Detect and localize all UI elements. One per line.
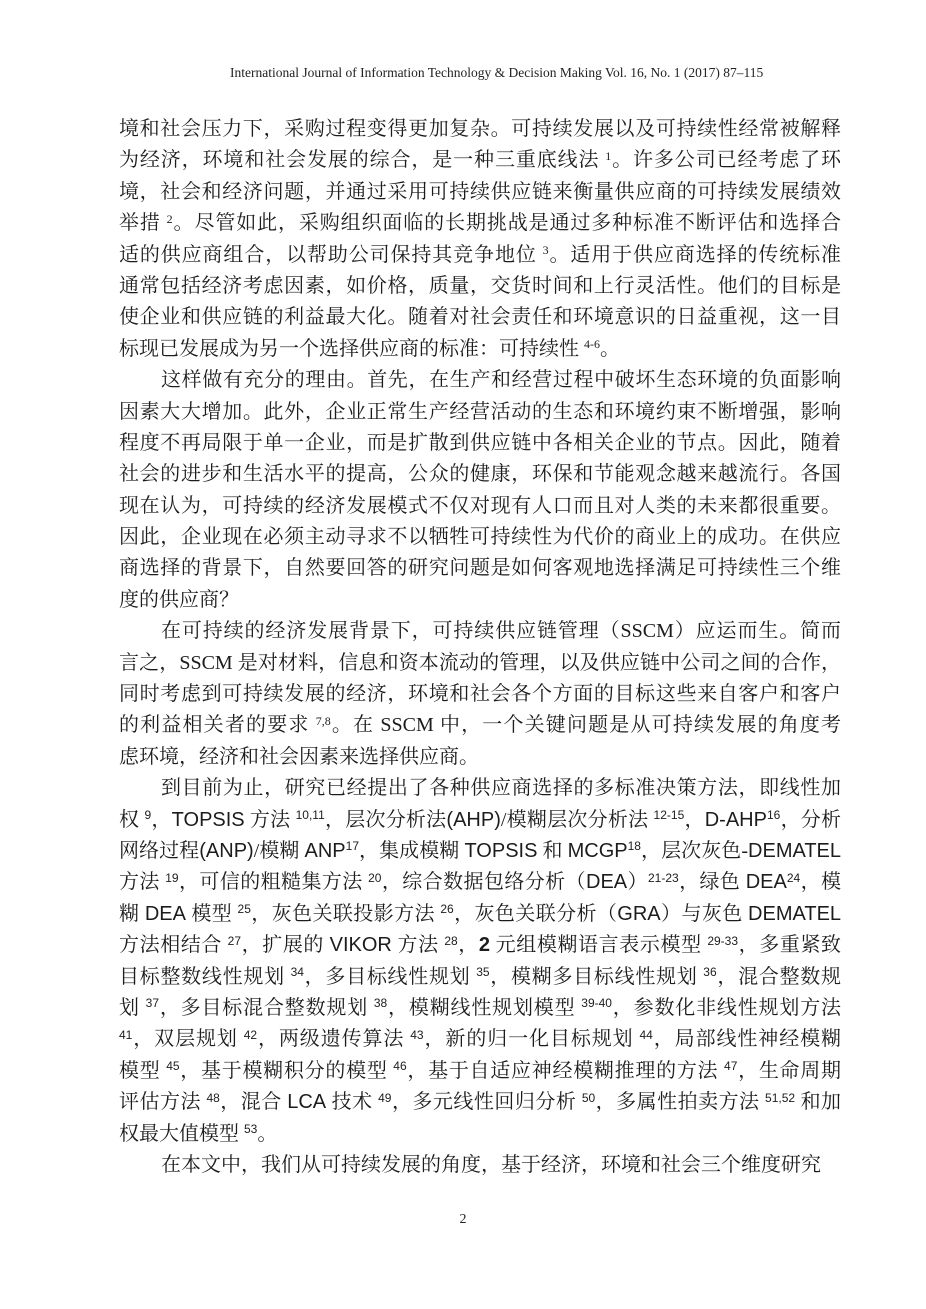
- citation-reference: 45: [166, 1059, 180, 1074]
- text-segment: 言之，SSCM 是对材料，信息和资本流动的管理，以及供应链中公司之间的合作，: [119, 651, 841, 674]
- text-line: [119, 365, 841, 396]
- citation-reference: 26: [440, 902, 454, 917]
- text-segment: ，混合整数规: [716, 965, 841, 988]
- text-segment: 使企业和供应链的利益最大化。随着对社会责任和环境意识的日益重视，这一目: [119, 306, 841, 329]
- text-segment: ，生命周期: [737, 1059, 841, 1082]
- text-segment: 在可持续的经济发展背景下，可持续供应链管理（SSCM）应运而生。简而: [161, 620, 841, 643]
- text-segment: ，灰色关联投影方法: [250, 902, 441, 925]
- text-segment: 适的供应商组合，以帮助公司保持其竞争地位: [119, 243, 543, 266]
- text-segment: ，模糊线性规划模型: [387, 996, 582, 1019]
- citation-reference: 50: [581, 1090, 596, 1105]
- text-segment: 方法: [391, 934, 445, 957]
- text-segment: 商选择的背景下，自然要回答的研究问题是如何客观地选择满足可持续性三个维: [119, 557, 841, 580]
- citation-reference: 17: [345, 839, 359, 854]
- text-segment: /模糊: [253, 839, 305, 862]
- text-line: [119, 585, 841, 616]
- text-segment: ，多目标线性规划: [303, 965, 477, 988]
- text-segment: ）: [627, 871, 648, 894]
- paragraph: [119, 365, 841, 616]
- citation-reference: 21-23: [647, 870, 679, 885]
- text-segment: 虑环境，经济和社会因素来选择供应商。: [119, 745, 479, 768]
- text-segment: 技术: [326, 1091, 379, 1114]
- text-segment: ，扩展的: [241, 934, 330, 957]
- text-segment: (AHP): [446, 808, 501, 831]
- text-segment: MCGP: [567, 839, 628, 862]
- text-line: [119, 899, 841, 930]
- text-segment: 权: [119, 808, 145, 831]
- text-segment: 这样做有充分的理由。首先，在生产和经营过程中破坏生态环境的负面影响: [161, 369, 841, 392]
- text-segment: ，混合: [219, 1091, 288, 1114]
- citation-reference: 19: [165, 870, 179, 885]
- text-line: [119, 867, 841, 898]
- text-segment: DEA: [144, 902, 186, 925]
- text-segment: ，层次灰色-: [640, 839, 749, 862]
- text-line: [119, 1087, 841, 1118]
- citation-reference: 48: [206, 1090, 220, 1105]
- citation-reference: 44: [639, 1027, 653, 1042]
- text-segment: 境和社会压力下，采购过程变得更加复杂。可持续发展以及可持续性经常被解释: [119, 118, 841, 140]
- text-segment: ANP: [304, 839, 346, 862]
- text-segment: 评估方法: [119, 1091, 207, 1114]
- text-segment: LCA: [287, 1091, 327, 1114]
- citation-reference: 24: [786, 870, 801, 885]
- citation-reference: 28: [444, 933, 458, 948]
- citation-reference: 38: [373, 996, 388, 1011]
- text-segment: 通常包括经济考虑因素，如价格，质量，交货时间和上行灵活性。他们的目标是: [119, 274, 841, 297]
- text-segment: ，多元线性回归分析: [391, 1091, 582, 1114]
- page-number: 2: [459, 1212, 467, 1227]
- text-line: [119, 1150, 841, 1181]
- text-segment: ，: [457, 934, 479, 957]
- article-body: [119, 114, 841, 1181]
- text-segment: ，多目标混合整数规划: [159, 996, 374, 1019]
- text-segment: 和: [537, 839, 568, 862]
- text-segment: 权最大值模型: [119, 1122, 244, 1145]
- text-segment: DEA: [745, 871, 787, 894]
- text-segment: ，集成模糊: [359, 839, 465, 862]
- text-segment: ，灰色关联分析（: [453, 902, 618, 925]
- text-segment: 。尽管如此，采购组织面临的长期挑战是通过多种标准不断评估和选择合: [172, 212, 841, 235]
- text-segment: 程度不再局限于单一企业，而是扩散到供应链中各相关企业的节点。因此，随着: [119, 431, 841, 454]
- text-segment: TOPSIS: [171, 808, 245, 831]
- text-segment: 到目前为止，研究已经提出了各种供应商选择的多标准决策方法，即线性加: [161, 777, 841, 800]
- text-line: [119, 491, 841, 522]
- citation-reference: 7,8: [315, 713, 331, 728]
- text-segment: 糊: [119, 902, 145, 925]
- citation-reference: 3: [542, 243, 549, 258]
- text-segment: 2: [478, 934, 491, 957]
- text-segment: 元组模糊语言表示模型: [490, 934, 708, 957]
- text-segment: 在本文中，我们从可持续发展的角度，基于经济，环境和社会三个维度研究: [161, 1153, 821, 1176]
- text-segment: 和加: [795, 1091, 841, 1114]
- text-line: [119, 1024, 841, 1055]
- text-line: [119, 962, 841, 993]
- text-segment: ，综合数据包络分析（: [381, 871, 587, 894]
- citation-reference: 20: [368, 870, 382, 885]
- text-segment: /模糊层次分析法: [500, 808, 654, 831]
- text-segment: 方法: [244, 808, 296, 831]
- text-segment: ，基于自适应神经模糊推理的方法: [406, 1059, 725, 1082]
- citation-reference: 51,52: [765, 1090, 796, 1105]
- text-segment: ，模: [800, 871, 841, 894]
- text-segment: ，基于模糊积分的模型: [179, 1059, 394, 1082]
- text-segment: 。: [600, 337, 620, 360]
- text-line: [119, 397, 841, 428]
- text-segment: 度的供应商？: [119, 588, 239, 611]
- text-segment: 模型: [119, 1059, 167, 1082]
- text-segment: ，多重紧致: [738, 934, 841, 957]
- citation-reference: 16: [766, 808, 781, 823]
- text-line: [119, 145, 841, 176]
- text-line: [119, 930, 841, 961]
- text-segment: 现在认为，可持续的经济发展模式不仅对现有人口而且对人类的未来都很重要。: [119, 494, 841, 517]
- citation-reference: 12-15: [653, 808, 685, 823]
- text-line: [119, 710, 841, 741]
- text-segment: DEMATEL: [748, 839, 841, 862]
- text-segment: 因素大大增加。此外，企业正常生产经营活动的生态和环境约束不断增强，影响: [119, 400, 841, 423]
- text-line: [119, 302, 841, 333]
- citation-reference: 2: [166, 211, 173, 226]
- text-segment: ，多属性拍卖方法: [595, 1091, 766, 1114]
- text-segment: ，新的归一化目标规划: [423, 1028, 640, 1051]
- citation-reference: 41: [119, 1027, 133, 1042]
- citation-reference: 49: [378, 1090, 392, 1105]
- citation-reference: 10,11: [295, 808, 325, 823]
- journal-header: International Journal of Information Technology & Decision Making Vol. 16, No. 1 (2017) 87–115: [230, 65, 764, 80]
- citation-reference: 18: [627, 839, 641, 854]
- text-line: [119, 1056, 841, 1087]
- text-segment: (ANP): [199, 839, 254, 862]
- text-line: [119, 616, 841, 647]
- text-segment: 方法相结合: [119, 934, 228, 957]
- text-line: [119, 240, 841, 271]
- citation-reference: 1: [605, 148, 612, 163]
- text-segment: ，绿色: [678, 871, 746, 894]
- text-line: [119, 271, 841, 302]
- text-segment: ，: [151, 808, 172, 831]
- text-segment: 方法: [119, 871, 166, 894]
- text-segment: 社会的进步和生活水平的提高，公众的健康，环保和节能观念越来越流行。各国: [119, 463, 841, 486]
- text-segment: VIKOR: [329, 934, 392, 957]
- text-segment: 同时考虑到可持续发展的经济，环境和社会各个方面的目标这些来自客户和客户: [119, 683, 841, 706]
- text-line: [119, 742, 841, 773]
- text-segment: D-AHP: [704, 808, 767, 831]
- text-segment: 举措: [119, 212, 167, 235]
- citation-reference: 37: [145, 996, 160, 1011]
- text-segment: 因此，企业现在必须主动寻求不以牺牲可持续性为代价的商业上的成功。在供应: [119, 526, 841, 549]
- citation-reference: 4-6: [584, 337, 600, 352]
- text-segment: 的利益相关者的要求: [119, 714, 316, 737]
- text-line: [119, 428, 841, 459]
- citation-reference: 46: [393, 1059, 407, 1074]
- citation-reference: 47: [724, 1059, 738, 1074]
- text-segment: ，模糊多目标线性规划: [489, 965, 704, 988]
- text-line: [119, 993, 841, 1024]
- text-segment: ，: [684, 808, 705, 831]
- text-segment: ，分析: [780, 808, 841, 831]
- text-line: [119, 648, 841, 679]
- text-segment: 为经济，环境和社会发展的综合，是一种三重底线法: [119, 149, 606, 172]
- text-segment: GRA: [617, 902, 661, 925]
- text-line: [119, 459, 841, 490]
- citation-reference: 35: [476, 965, 490, 980]
- citation-reference: 43: [410, 1027, 424, 1042]
- text-segment: DEMATEL: [748, 902, 841, 925]
- text-segment: 。许多公司已经考虑了环: [611, 149, 841, 172]
- text-segment: 模型: [185, 902, 238, 925]
- text-line: [119, 177, 841, 208]
- text-segment: ，可信的粗糙集方法: [178, 871, 369, 894]
- citation-reference: 39-40: [581, 996, 612, 1011]
- text-segment: ）与灰色: [660, 902, 749, 925]
- text-line: [119, 114, 841, 145]
- text-segment: 境，社会和经济问题，并通过采用可持续供应链来衡量供应商的可持续发展绩效: [119, 180, 841, 203]
- text-segment: 划: [119, 996, 146, 1019]
- text-segment: ，两级遗传算法: [257, 1028, 411, 1051]
- text-segment: TOPSIS: [464, 839, 538, 862]
- paragraph: [119, 114, 841, 365]
- text-line: [119, 334, 841, 365]
- paragraph: [119, 616, 841, 773]
- text-segment: 。: [257, 1122, 278, 1145]
- citation-reference: 27: [227, 933, 241, 948]
- citation-reference: 36: [703, 965, 717, 980]
- citation-reference: 53: [244, 1122, 258, 1136]
- citation-reference: 42: [243, 1027, 258, 1042]
- text-line: [119, 773, 841, 804]
- text-line: [119, 208, 841, 239]
- text-segment: DEA: [586, 871, 628, 894]
- text-line: [119, 805, 841, 836]
- text-segment: 标现已发展成为另一个选择供应商的标准：可持续性: [119, 337, 584, 360]
- text-line: [119, 553, 841, 584]
- paragraph: [119, 1150, 841, 1181]
- text-segment: ，双层规划: [132, 1028, 244, 1051]
- text-segment: 。适用于供应商选择的传统标准: [548, 243, 841, 266]
- text-segment: ，参数化非线性规划方法: [611, 996, 841, 1019]
- citation-reference: 25: [237, 902, 251, 917]
- citation-reference: 29-33: [707, 933, 739, 948]
- citation-reference: 9: [144, 808, 152, 823]
- text-segment: ，局部线性神经模糊: [652, 1028, 841, 1051]
- text-segment: 。在 SSCM 中，一个关键问题是从可持续发展的角度考: [330, 714, 841, 737]
- text-segment: 网络过程: [119, 839, 200, 862]
- text-line: [119, 679, 841, 710]
- text-line: [119, 1119, 841, 1150]
- text-line: [119, 836, 841, 867]
- text-segment: 目标整数线性规划: [119, 965, 291, 988]
- paragraph: [119, 773, 841, 1150]
- text-segment: ，层次分析法: [324, 808, 447, 831]
- citation-reference: 34: [290, 965, 304, 980]
- text-line: [119, 522, 841, 553]
